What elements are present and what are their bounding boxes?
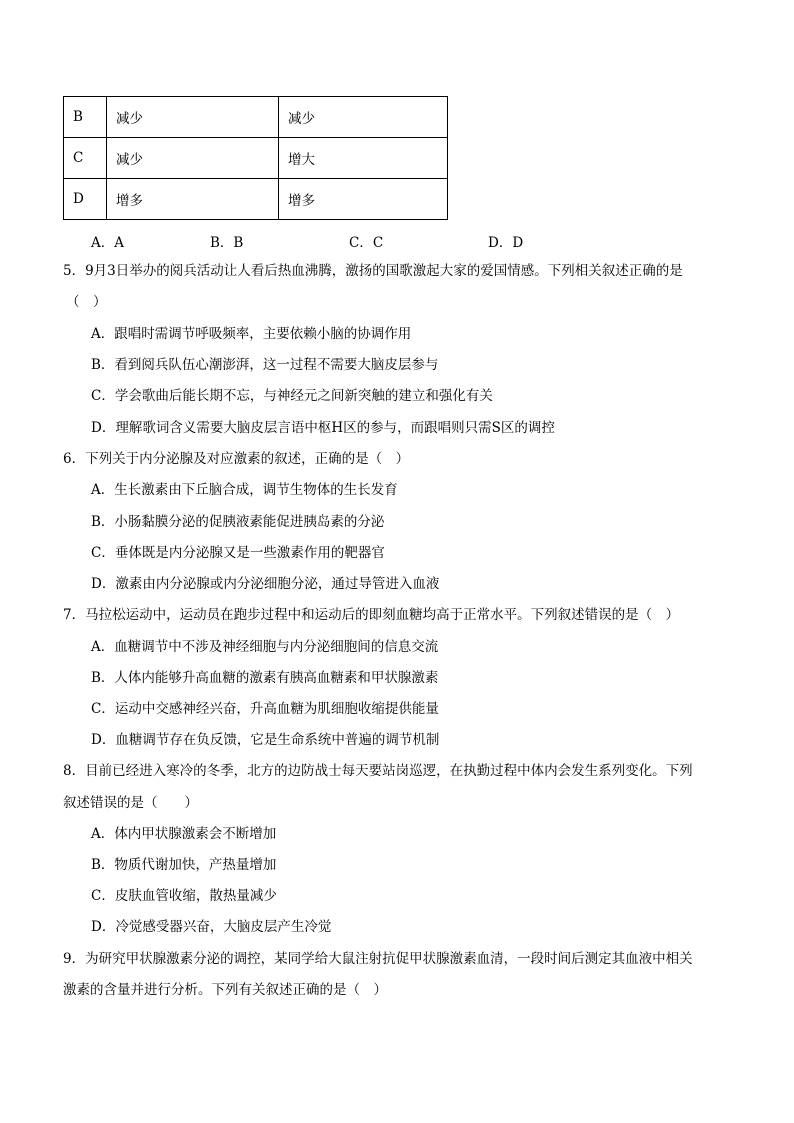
table-row: [64, 138, 448, 179]
question-option: B．人体内能够升高血糖的激素有胰高血糖素和甲状腺激素: [91, 670, 439, 686]
answer-choice: B．B: [210, 235, 244, 251]
answer-options-table: [63, 96, 448, 220]
table-cell: 增大: [279, 138, 448, 179]
question-option: C．学会歌曲后能长期不忘，与神经元之间新突触的建立和强化有关: [91, 388, 493, 404]
question-stem: 8．目前已经进入寒冷的冬季，北方的边防战士每天要站岗巡逻，在执勤过程中体内会发生系列变化。下列: [63, 763, 693, 779]
question-option: A．体内甲状腺激素会不断增加: [91, 826, 277, 842]
question-stem: 6．下列关于内分泌腺及对应激素的叙述，正确的是（ ）: [63, 451, 410, 467]
question-option: D．血糖调节存在负反馈，它是生命系统中普遍的调节机制: [91, 732, 440, 748]
question-stem: 7．马拉松运动中，运动员在跑步过程中和运动后的即刻血糖均高于正常水平。下列叙述错误的是（ ）: [63, 607, 680, 623]
question-option: C．皮肤血管收缩，散热量减少: [91, 888, 277, 904]
question-option: C．运动中交感神经兴奋，升高血糖为肌细胞收缩提供能量: [91, 701, 439, 717]
question-option: D．激素由内分泌腺或内分泌细胞分泌，通过导管进入血液: [91, 576, 440, 592]
answer-choice: A．A: [91, 235, 124, 251]
table-cell: C: [64, 138, 107, 179]
question-option: A．血糖调节中不涉及神经细胞与内分泌细胞间的信息交流: [91, 639, 439, 655]
question-stem: 激素的含量并进行分析。下列有关叙述正确的是（ ）: [63, 982, 387, 998]
question-option: B．小肠黏膜分泌的促胰液素能促进胰岛素的分泌: [91, 514, 385, 530]
question-option: A．跟唱时需调节呼吸频率，主要依赖小脑的协调作用: [91, 326, 412, 342]
table-cell: D: [64, 179, 107, 220]
table-cell: 减少: [107, 138, 279, 179]
table-row: [64, 97, 448, 138]
question-option: B．看到阅兵队伍心潮澎湃，这一过程不需要大脑皮层参与: [91, 357, 439, 373]
question-stem: 5．9月3日举办的阅兵活动让人看后热血沸腾，激扬的国歌激起大家的爱国情感。下列相关叙述正确的是: [63, 263, 683, 279]
question-option: B．物质代谢加快，产热量增加: [91, 857, 277, 873]
question-stem: 叙述错误的是（ ）: [63, 795, 198, 811]
question-option: D．冷觉感受器兴奋，大脑皮层产生冷觉: [91, 919, 332, 935]
question-option: D．理解歌词含义需要大脑皮层言语中枢H区的参与，而跟唱则只需S区的调控: [91, 420, 555, 436]
question-option: C．垂体既是内分泌腺又是一些激素作用的靶器官: [91, 545, 385, 561]
question-stem: 9．为研究甲状腺激素分泌的调控，某同学给大鼠注射抗促甲状腺激素血清，一段时间后测定其血液中相关: [63, 951, 693, 967]
answer-choice: C．C: [349, 235, 384, 251]
table-cell: B: [64, 97, 107, 138]
question-option: A．生长激素由下丘脑合成，调节生物体的生长发育: [91, 482, 398, 498]
table-cell: 减少: [107, 97, 279, 138]
table-row: [64, 179, 448, 220]
question-stem: （ ）: [66, 294, 107, 310]
table-cell: 增多: [107, 179, 279, 220]
table-cell: 减少: [279, 97, 448, 138]
table-cell: 增多: [279, 179, 448, 220]
answer-choice: D．D: [488, 235, 524, 251]
